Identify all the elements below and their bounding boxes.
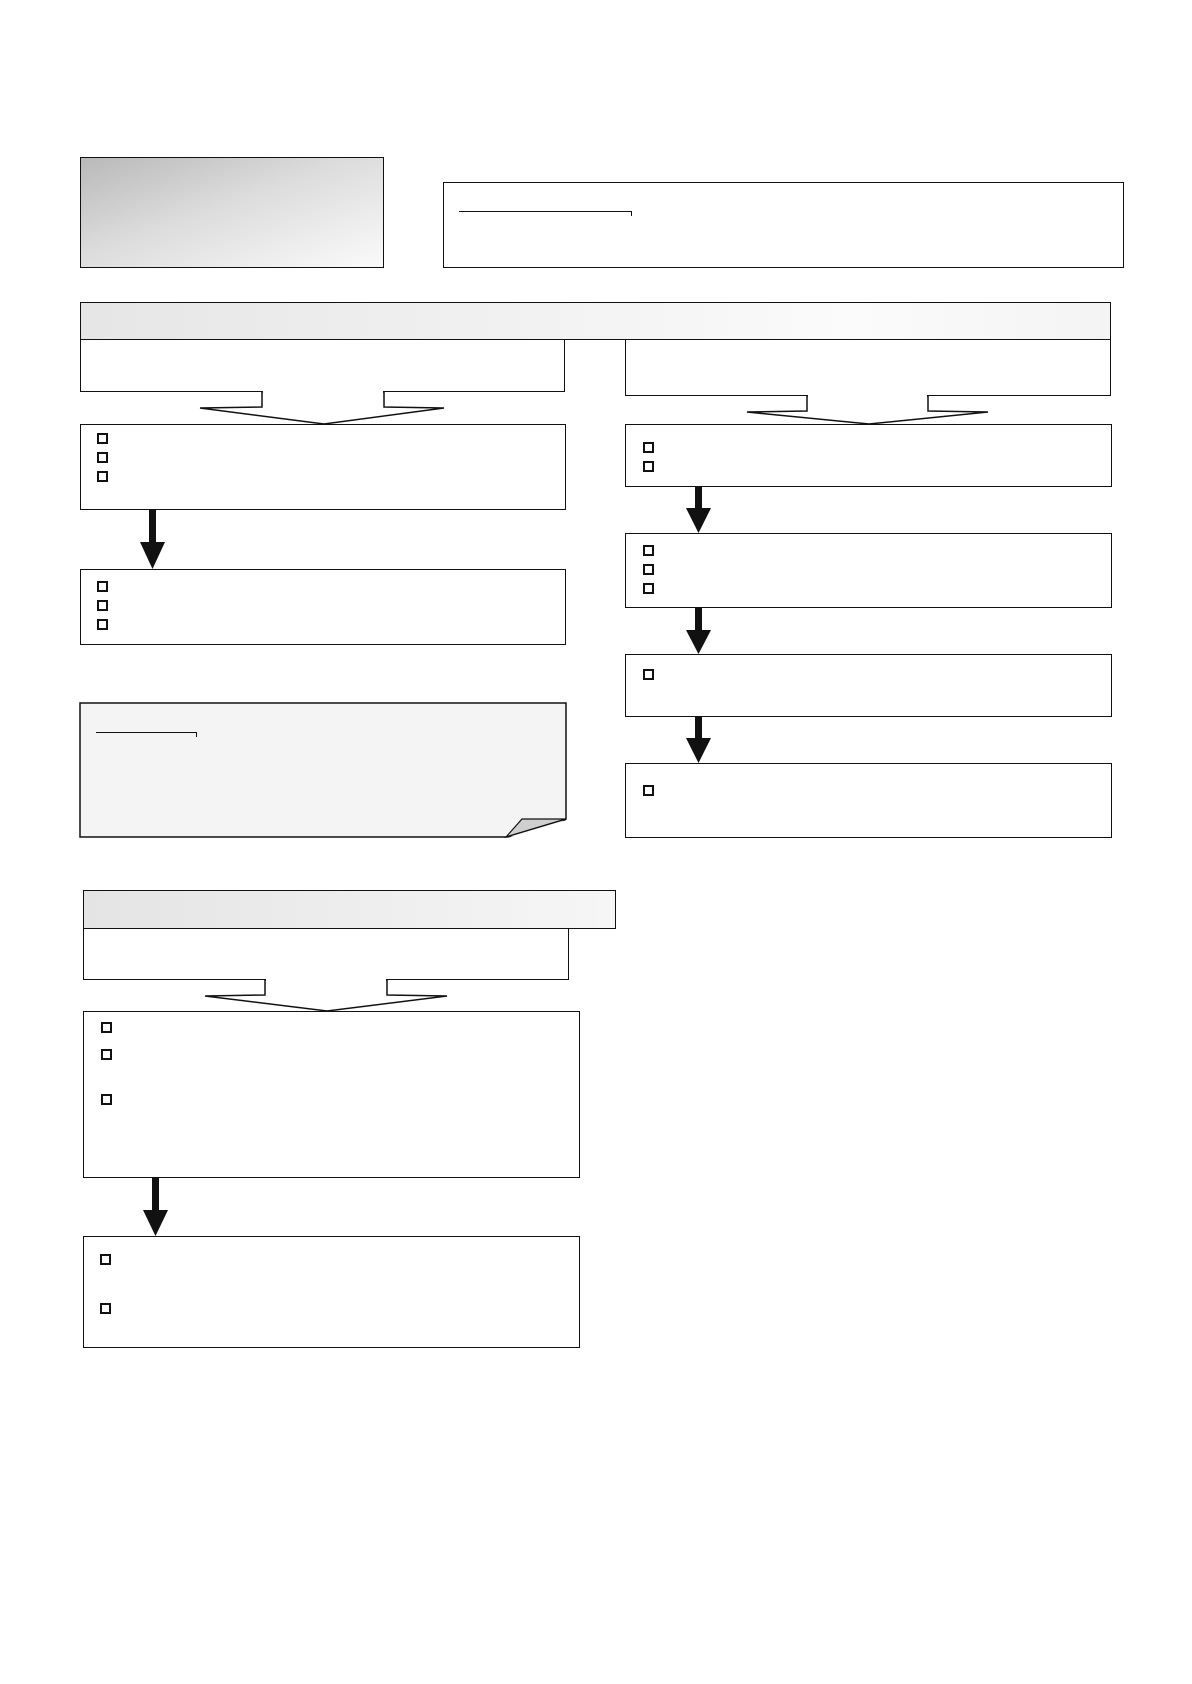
arrow-section-2-a [686,487,711,533]
arrow-section-1 [140,510,165,569]
note-border [80,703,566,837]
callout-tail-section-3 [205,980,447,1011]
callout-tail-section-1 [200,392,444,424]
callout-tail-section-2 [747,396,988,424]
arrow-section-3 [143,1178,168,1236]
arrow-section-2-c [686,717,711,763]
arrow-section-2-b [686,608,711,654]
